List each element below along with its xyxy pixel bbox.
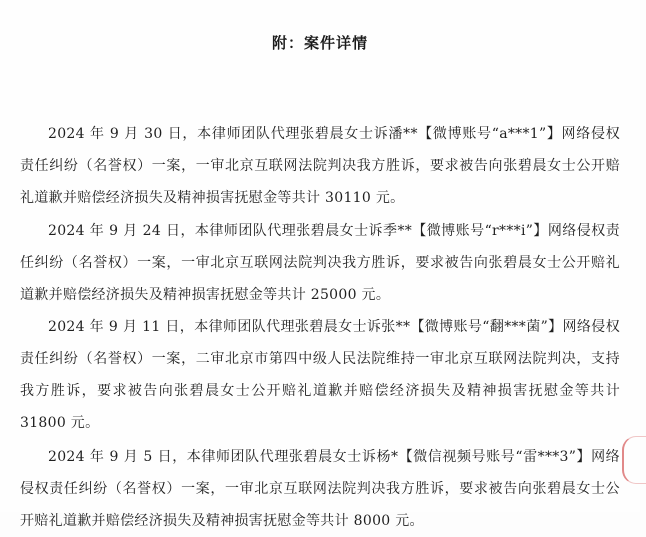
- red-seal-stamp-edge: [622, 436, 646, 484]
- case-paragraph-2: 2024 年 9 月 24 日，本律师团队代理张碧晨女士诉季**【微博账号“r***i”】网络侵权责任纠纷（名誉权）一案，一审北京互联网法院判决我方胜诉，要求被告向张碧晨女士公开赔礼道歉并赔偿经济损失及精神损害抚慰金等共计 25000 元。: [20, 223, 620, 303]
- case-paragraph-4: 2024 年 9 月 5 日，本律师团队代理张碧晨女士诉杨*【微信视频号账号“雷***3”】网络侵权责任纠纷（名誉权）一案，一审北京互联网法院判决我方胜诉，要求被告向张碧晨女士公开赔礼道歉并赔偿经济损失及精神损害抚慰金等共计 8000 元。: [20, 449, 620, 529]
- case-paragraph-1: 2024 年 9 月 30 日，本律师团队代理张碧晨女士诉潘**【微博账号“a***1”】网络侵权责任纠纷（名誉权）一案，一审北京互联网法院判决我方胜诉，要求被告向张碧晨女士公开赔礼道歉并赔偿经济损失及精神损害抚慰金等共计 30110 元。: [20, 126, 620, 206]
- document-title: 附：案件详情: [271, 34, 368, 52]
- case-paragraph-3: 2024 年 9 月 11 日，本律师团队代理张碧晨女士诉张**【微博账号“翻***菌”】网络侵权责任纠纷（名誉权）一案，二审北京市第四中级人民法院维持一审北京互联网法院判决，支持我方胜诉，要求被告向张碧晨女士公开赔礼道歉并赔偿经济损失及精神损害抚慰金等共计 31800 元。: [20, 319, 620, 431]
